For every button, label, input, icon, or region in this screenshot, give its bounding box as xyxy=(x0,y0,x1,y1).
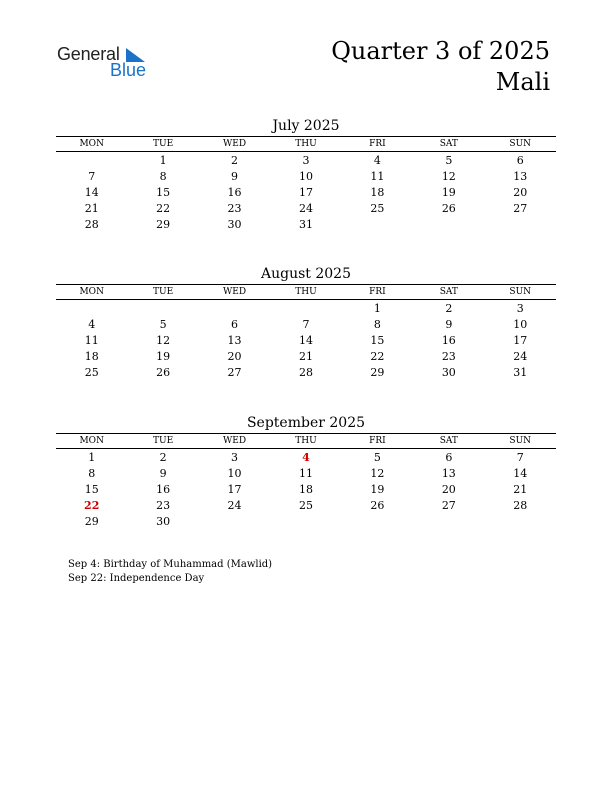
day-cell: 21 xyxy=(513,482,528,496)
day-cell: 10 xyxy=(513,317,528,331)
week-row xyxy=(56,216,556,232)
day-cell: 12 xyxy=(370,466,385,480)
day-cell: 7 xyxy=(516,450,524,464)
day-cell: 5 xyxy=(159,317,167,331)
day-cell: 21 xyxy=(84,201,99,215)
day-cell: 19 xyxy=(441,185,456,199)
day-cell: 3 xyxy=(302,153,310,167)
day-cell: 6 xyxy=(231,317,239,331)
day-cell: 29 xyxy=(156,217,171,231)
week-row xyxy=(56,316,556,332)
week-row xyxy=(56,449,556,465)
day-cell: 14 xyxy=(84,185,99,199)
day-cell: 25 xyxy=(298,498,313,512)
day-cell: 28 xyxy=(298,365,313,379)
logo-blue-text: Blue xyxy=(110,60,147,80)
day-cell: 8 xyxy=(88,466,96,480)
weekday-label: TUE xyxy=(153,287,174,297)
day-cell: 16 xyxy=(227,185,242,199)
day-cell: 14 xyxy=(298,333,313,347)
week-row xyxy=(56,168,556,184)
generalblue-logo xyxy=(57,44,157,80)
day-cell: 9 xyxy=(445,317,453,331)
day-cell: 28 xyxy=(84,217,99,231)
day-cell: 3 xyxy=(516,301,524,315)
logo-general-text: General xyxy=(57,44,120,64)
day-cell: 9 xyxy=(231,169,239,183)
day-cell: 8 xyxy=(373,317,381,331)
day-cell: 4 xyxy=(373,153,381,167)
day-cell: 25 xyxy=(84,365,99,379)
weekday-header xyxy=(56,284,556,300)
day-cell: 1 xyxy=(88,450,96,464)
weekday-label: SAT xyxy=(439,139,458,149)
quarter-title: Quarter 3 of 2025 xyxy=(331,37,550,65)
weekday-label: FRI xyxy=(369,139,386,149)
week-row xyxy=(56,200,556,216)
day-cell: 13 xyxy=(227,333,242,347)
month-calendar-july xyxy=(56,116,556,232)
day-cell: 18 xyxy=(298,482,313,496)
day-cell: 4 xyxy=(88,317,96,331)
day-cell: 23 xyxy=(156,498,171,512)
day-cell: 5 xyxy=(445,153,453,167)
day-cell: 2 xyxy=(445,301,453,315)
weekday-label: WED xyxy=(223,139,247,149)
day-cell: 19 xyxy=(156,349,171,363)
day-cell: 20 xyxy=(227,349,242,363)
day-cell: 26 xyxy=(156,365,171,379)
day-cell: 15 xyxy=(156,185,171,199)
day-cell: 30 xyxy=(156,514,171,528)
week-row xyxy=(56,497,556,513)
day-cell: 18 xyxy=(370,185,385,199)
day-cell: 13 xyxy=(513,169,528,183)
weekday-label: SUN xyxy=(509,287,532,297)
day-cell: 27 xyxy=(441,498,456,512)
week-row xyxy=(56,184,556,200)
weekday-label: WED xyxy=(223,287,247,297)
weekday-label: SUN xyxy=(509,139,532,149)
day-cell: 23 xyxy=(441,349,456,363)
weekday-label: TUE xyxy=(153,139,174,149)
day-cell: 20 xyxy=(513,185,528,199)
weekday-label: FRI xyxy=(369,287,386,297)
week-row xyxy=(56,332,556,348)
month-calendar-september xyxy=(56,413,556,529)
day-cell: 27 xyxy=(227,365,242,379)
week-row xyxy=(56,300,556,316)
weekday-label: MON xyxy=(79,139,104,149)
day-cell: 17 xyxy=(513,333,528,347)
day-cell: 6 xyxy=(516,153,524,167)
week-row xyxy=(56,513,556,529)
week-row xyxy=(56,152,556,168)
day-cell: 24 xyxy=(227,498,242,512)
day-cell: 15 xyxy=(84,482,99,496)
day-cell: 9 xyxy=(159,466,167,480)
page-title xyxy=(331,36,550,98)
weekday-header xyxy=(56,136,556,152)
weekday-label: THU xyxy=(295,139,317,149)
day-cell: 28 xyxy=(513,498,528,512)
day-cell: 16 xyxy=(441,333,456,347)
day-cell: 8 xyxy=(159,169,167,183)
day-cell: 16 xyxy=(156,482,171,496)
holiday-day-cell: 22 xyxy=(84,498,100,512)
weekday-label: FRI xyxy=(369,436,386,446)
holiday-note: Sep 22: Independence Day xyxy=(68,573,205,584)
day-cell: 26 xyxy=(441,201,456,215)
day-cell: 18 xyxy=(84,349,99,363)
weekday-label: SAT xyxy=(439,436,458,446)
day-cell: 21 xyxy=(298,349,313,363)
day-cell: 31 xyxy=(298,217,313,231)
day-cell: 12 xyxy=(441,169,456,183)
holiday-notes xyxy=(68,558,272,586)
month-grid xyxy=(56,300,556,380)
holiday-day-cell: 4 xyxy=(302,450,310,464)
weekday-label: SUN xyxy=(509,436,532,446)
weekday-label: MON xyxy=(79,436,104,446)
day-cell: 11 xyxy=(84,333,99,347)
week-row xyxy=(56,481,556,497)
day-cell: 30 xyxy=(441,365,456,379)
week-row xyxy=(56,364,556,380)
month-grid xyxy=(56,152,556,232)
day-cell: 6 xyxy=(445,450,453,464)
day-cell: 19 xyxy=(370,482,385,496)
day-cell: 7 xyxy=(88,169,96,183)
weekday-label: TUE xyxy=(153,436,174,446)
weekday-label: SAT xyxy=(439,287,458,297)
day-cell: 12 xyxy=(156,333,171,347)
day-cell: 29 xyxy=(84,514,99,528)
day-cell: 17 xyxy=(227,482,242,496)
month-title: September 2025 xyxy=(246,415,366,431)
day-cell: 7 xyxy=(302,317,310,331)
weekday-label: WED xyxy=(223,436,247,446)
day-cell: 15 xyxy=(370,333,385,347)
day-cell: 2 xyxy=(231,153,239,167)
day-cell: 26 xyxy=(370,498,385,512)
day-cell: 2 xyxy=(159,450,167,464)
day-cell: 13 xyxy=(441,466,456,480)
day-cell: 23 xyxy=(227,201,242,215)
day-cell: 11 xyxy=(298,466,313,480)
month-grid xyxy=(56,449,556,529)
day-cell: 22 xyxy=(370,349,385,363)
day-cell: 17 xyxy=(298,185,313,199)
month-calendar-august xyxy=(56,264,556,380)
day-cell: 3 xyxy=(231,450,239,464)
weekday-label: THU xyxy=(295,436,317,446)
weekday-header xyxy=(56,433,556,449)
day-cell: 31 xyxy=(513,365,528,379)
month-title: August 2025 xyxy=(261,266,351,282)
day-cell: 5 xyxy=(373,450,381,464)
day-cell: 1 xyxy=(159,153,167,167)
day-cell: 22 xyxy=(156,201,171,215)
day-cell: 14 xyxy=(513,466,528,480)
day-cell: 25 xyxy=(370,201,385,215)
weekday-label: MON xyxy=(79,287,104,297)
weekday-label: THU xyxy=(295,287,317,297)
day-cell: 27 xyxy=(513,201,528,215)
holiday-note: Sep 4: Birthday of Muhammad (Mawlid) xyxy=(68,559,273,570)
day-cell: 20 xyxy=(441,482,456,496)
country-title: Mali xyxy=(495,68,550,96)
week-row xyxy=(56,465,556,481)
day-cell: 30 xyxy=(227,217,242,231)
day-cell: 29 xyxy=(370,365,385,379)
day-cell: 10 xyxy=(298,169,313,183)
day-cell: 24 xyxy=(298,201,313,215)
day-cell: 11 xyxy=(370,169,385,183)
day-cell: 10 xyxy=(227,466,242,480)
day-cell: 1 xyxy=(373,301,381,315)
day-cell: 24 xyxy=(513,349,528,363)
month-title: July 2025 xyxy=(272,118,340,134)
week-row xyxy=(56,348,556,364)
